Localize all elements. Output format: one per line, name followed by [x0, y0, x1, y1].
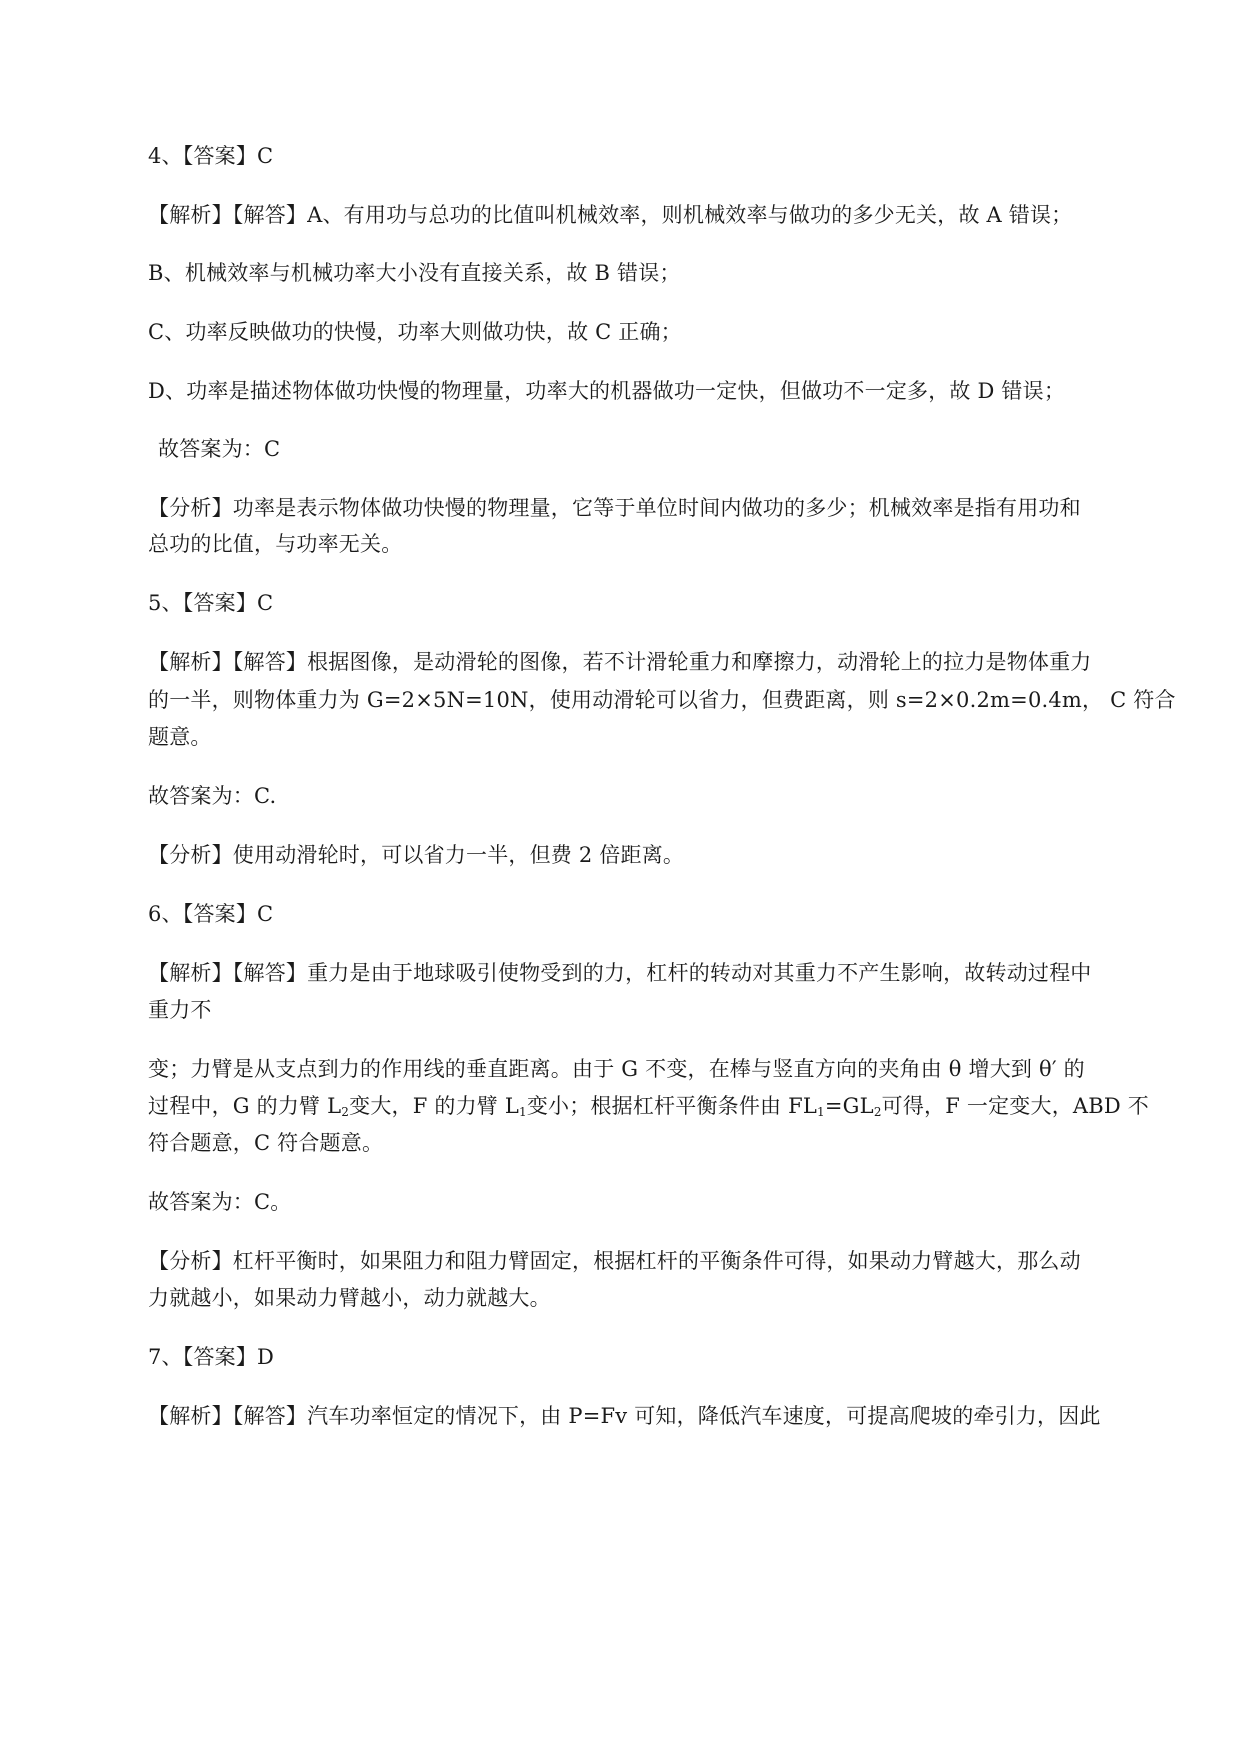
answer-6-analysis-line-3: 变；力臂是从支点到力的作用线的垂直距离。由于 G 不变，在棒与竖直方向的夹角由 θ 增大到 θ′ 的 [148, 1057, 1085, 1081]
answer-6-analysis-line-1: 【解析】【解答】重力是由于地球吸引使物受到的力，杠杆的转动对其重力不产生影响，故转动过程中 [148, 961, 1092, 985]
answer-4-conclusion: 故答案为：C [158, 437, 281, 461]
answer-4-heading: 4、【答案】C [148, 144, 274, 168]
answer-4-analysis-b: B、机械效率与机械功率大小没有直接关系，故 B 错误； [148, 261, 681, 285]
answer-5-heading: 5、【答案】C [148, 591, 274, 615]
answer-5-analysis-line-2: 的一半，则物体重力为 G=2×5N=10N，使用动滑轮可以省力，但费距离，则 s=2×0.2m=0.4m， C 符合 [148, 688, 1176, 712]
answer-6-analysis-line-4: 过程中，G 的力臂 $L_2$变大，F 的力臂 $L_1$变小；根据杠杆平衡条件由 $FL_1=GL_2$可得，F 一定变大，ABD 不 [148, 1094, 1150, 1119]
answer-6-analysis-line-5: 符合题意，C 符合题意。 [148, 1131, 384, 1155]
answer-6-heading: 6、【答案】C [148, 902, 274, 926]
answer-5-summary: 【分析】使用动滑轮时，可以省力一半，但费 2 倍距离。 [148, 843, 685, 867]
answer-4-summary-line-1: 【分析】功率是表示物体做功快慢的物理量，它等于单位时间内做功的多少；机械效率是指有用功和 [148, 496, 1081, 520]
answer-4-analysis-d: D、功率是描述物体做功快慢的物理量，功率大的机器做功一定快，但做功不一定多，故 D 错误； [148, 379, 1066, 403]
answer-6-conclusion: 故答案为：C。 [148, 1190, 292, 1214]
answer-5-analysis-line-1: 【解析】【解答】根据图像，是动滑轮的图像，若不计滑轮重力和摩擦力，动滑轮上的拉力是物体重力 [148, 650, 1092, 674]
answer-6-analysis-line-2: 重力不 [148, 998, 212, 1022]
answer-4-summary-line-2: 总功的比值，与功率无关。 [148, 532, 403, 556]
answer-4-analysis-c: C、功率反映做功的快慢，功率大则做功快，故 C 正确； [148, 320, 682, 344]
answer-6-summary-line-1: 【分析】杠杆平衡时，如果阻力和阻力臂固定，根据杠杆的平衡条件可得，如果动力臂越大，那么动 [148, 1249, 1081, 1273]
answer-4-analysis-a: 【解析】【解答】A、有用功与总功的比值叫机械效率，则机械效率与做功的多少无关，故 A 错误； [148, 203, 1073, 227]
answer-6-summary-line-2: 力就越小，如果动力臂越小，动力就越大。 [148, 1286, 551, 1310]
answer-7-analysis-line-1: 【解析】【解答】汽车功率恒定的情况下，由 P=Fv 可知，降低汽车速度，可提高爬坡的牵引力，因此 [148, 1404, 1101, 1428]
answer-5-conclusion: 故答案为：C. [148, 784, 277, 808]
answer-5-analysis-line-3: 题意。 [148, 725, 212, 749]
answer-7-heading: 7、【答案】D [148, 1345, 275, 1369]
